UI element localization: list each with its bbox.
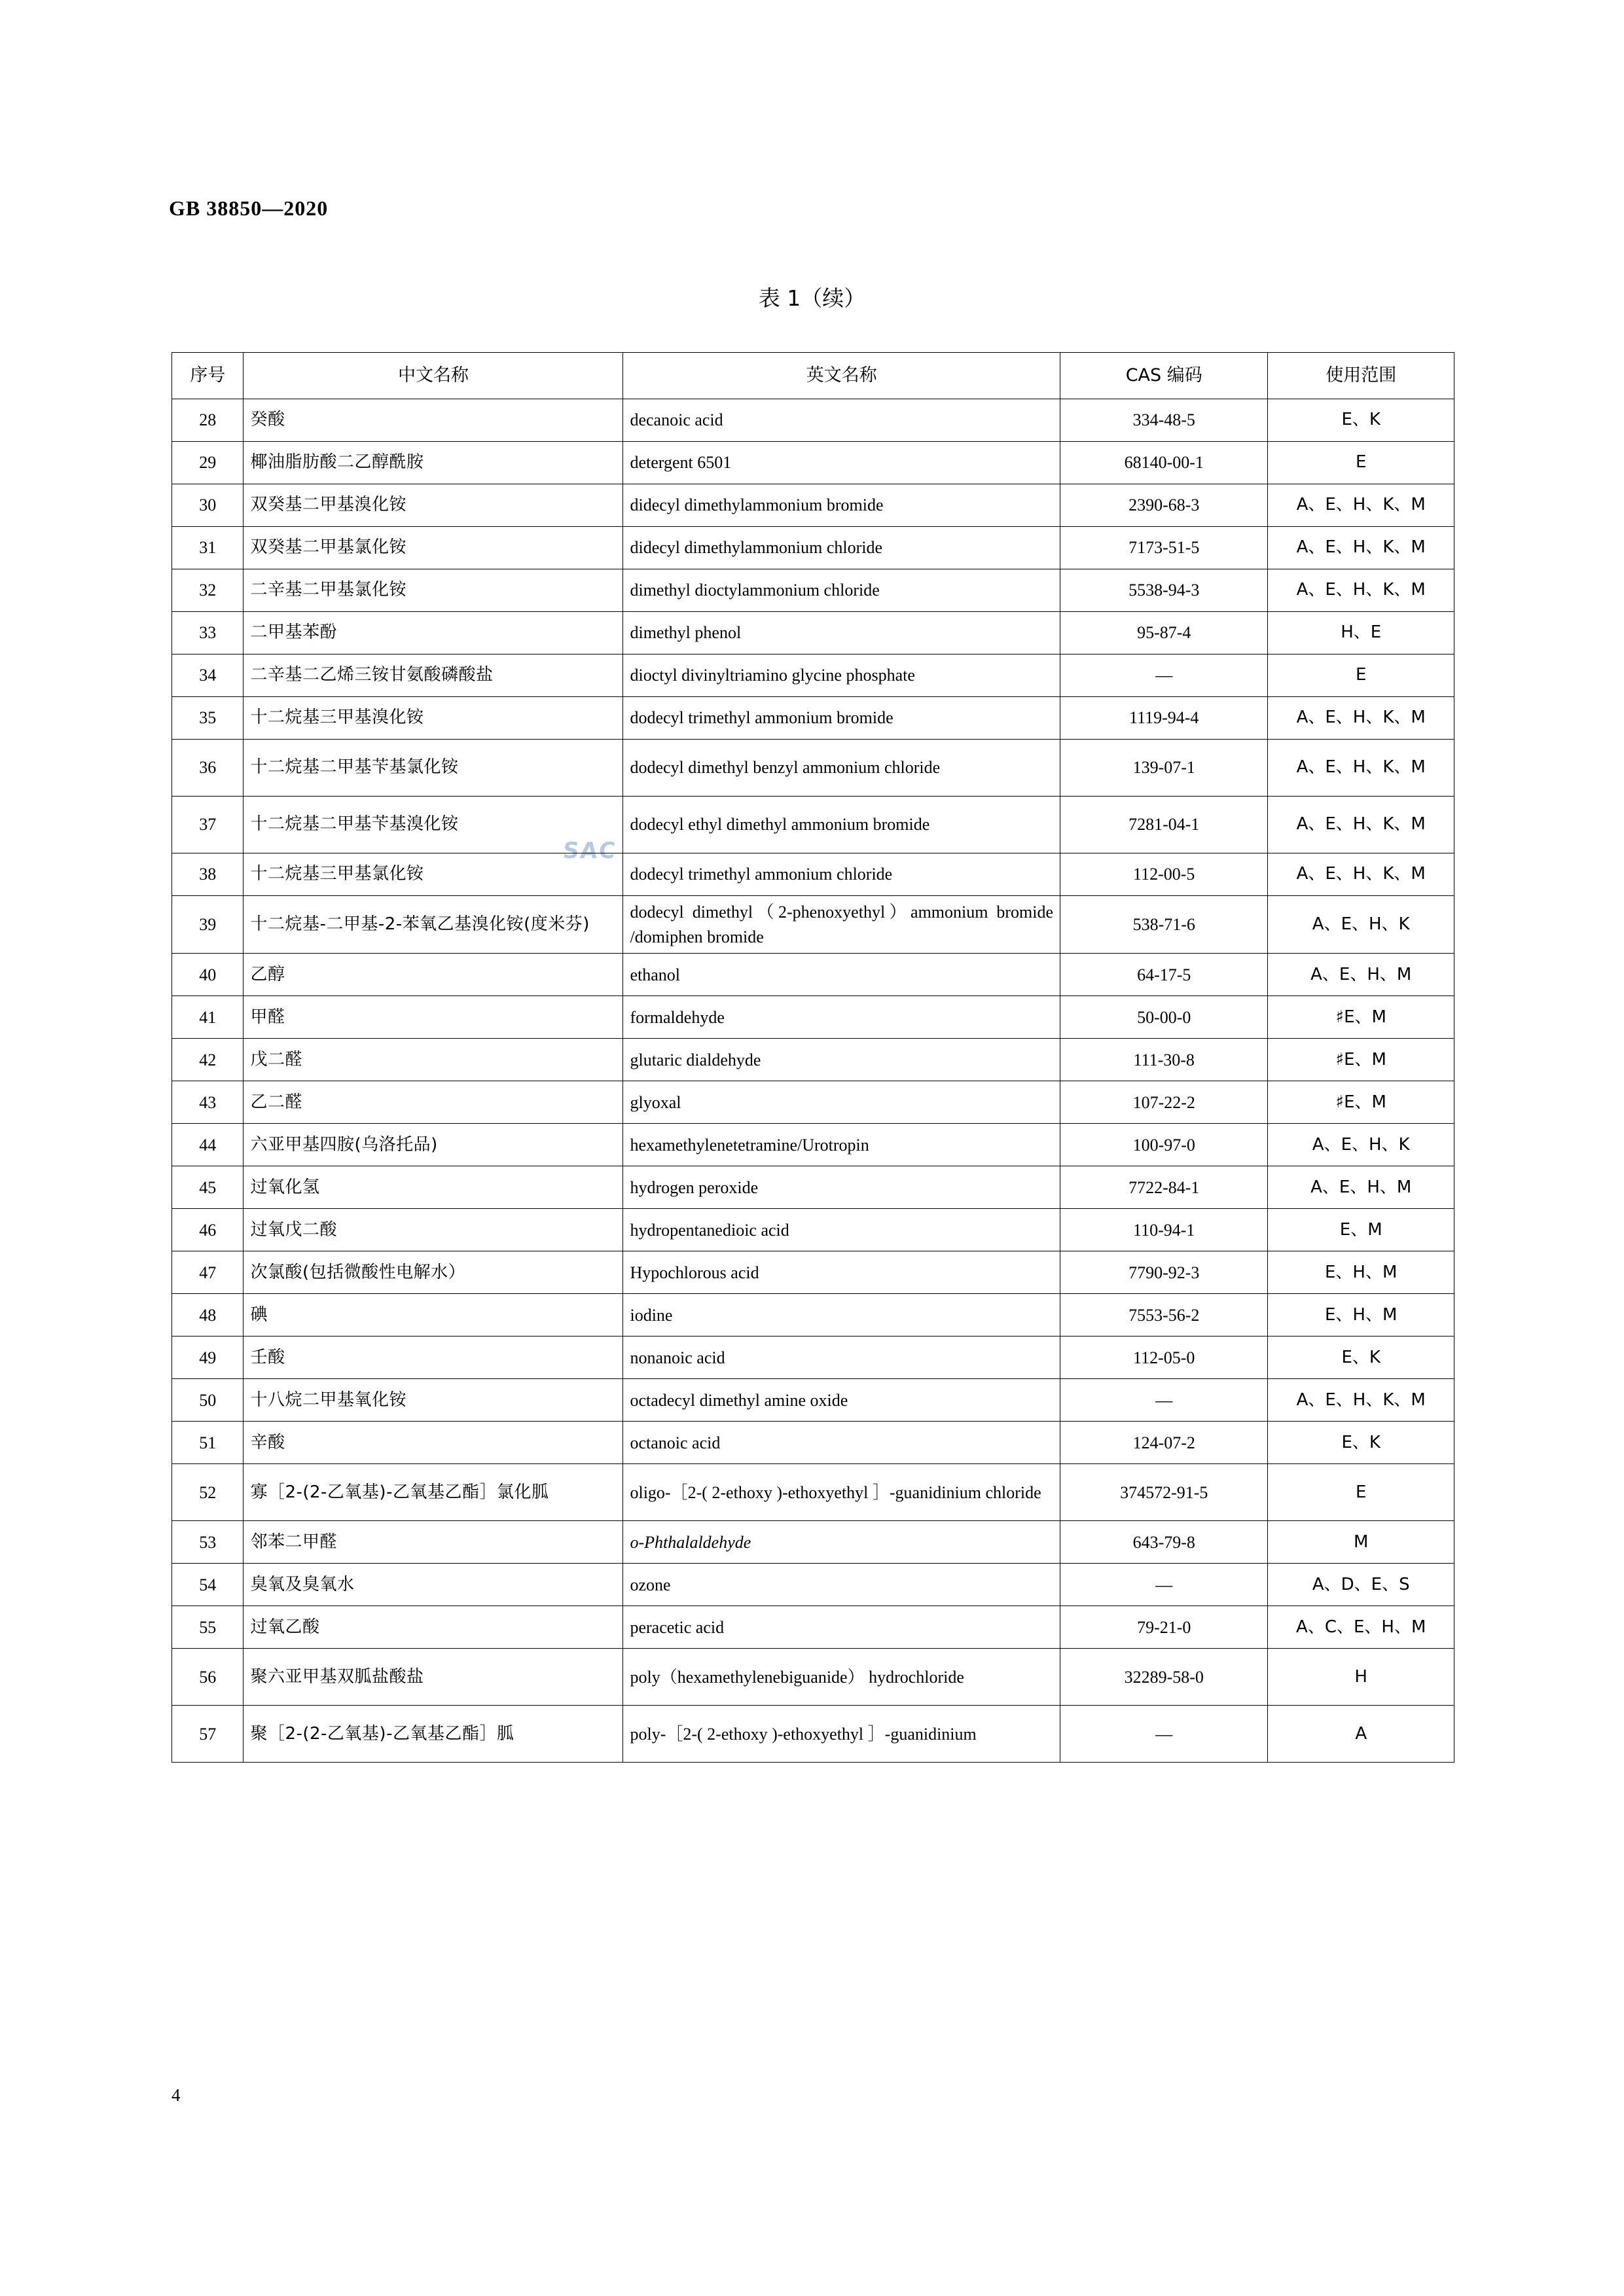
cell-usage: A、E、H、M <box>1268 1166 1454 1209</box>
table-row <box>172 697 1454 740</box>
cell-cas: 7281-04-1 <box>1060 797 1268 853</box>
cell-usage: A、E、H、K <box>1268 896 1454 954</box>
cell-en-name: formaldehyde <box>623 996 1060 1039</box>
cell-usage: A、D、E、S <box>1268 1564 1454 1606</box>
cell-en-name: dodecyl ethyl dimethyl ammonium bromide <box>623 797 1060 853</box>
cell-usage: A、E、H、K、M <box>1268 853 1454 896</box>
cell-cn-name: 双癸基二甲基氯化铵 <box>244 527 623 569</box>
table-row <box>172 569 1454 612</box>
cell-cas: 124-07-2 <box>1060 1422 1268 1464</box>
cell-no: 35 <box>172 697 244 740</box>
cell-no: 40 <box>172 954 244 996</box>
cell-cas: 538-71-6 <box>1060 896 1268 954</box>
cell-no: 46 <box>172 1209 244 1251</box>
cell-cn-name: 十二烷基三甲基溴化铵 <box>244 697 623 740</box>
disinfectant-table <box>171 352 1454 1763</box>
cell-no: 51 <box>172 1422 244 1464</box>
cell-no: 45 <box>172 1166 244 1209</box>
table-header-row <box>172 353 1454 399</box>
table-row <box>172 442 1454 484</box>
cell-cas: 95-87-4 <box>1060 612 1268 655</box>
cell-cn-name: 戊二醛 <box>244 1039 623 1081</box>
cell-en-name: dioctyl divinyltriamino glycine phosphate <box>623 655 1060 697</box>
cell-no: 29 <box>172 442 244 484</box>
cell-no: 52 <box>172 1464 244 1521</box>
cell-no: 33 <box>172 612 244 655</box>
table-row <box>172 1251 1454 1294</box>
cell-usage: E、K <box>1268 399 1454 442</box>
table-row <box>172 1166 1454 1209</box>
cell-en-name: dimethyl dioctylammonium chloride <box>623 569 1060 612</box>
cell-cn-name: 十二烷基-二甲基-2-苯氧乙基溴化铵(度米芬) <box>244 896 623 954</box>
cell-usage: A <box>1268 1706 1454 1763</box>
cell-no: 56 <box>172 1649 244 1706</box>
table-row <box>172 1081 1454 1124</box>
column-header-usage: 使用范围 <box>1268 353 1454 399</box>
cell-cas: 2390-68-3 <box>1060 484 1268 527</box>
cell-cas: 112-05-0 <box>1060 1336 1268 1379</box>
cell-cn-name: 甲醛 <box>244 996 623 1039</box>
cell-cas: 139-07-1 <box>1060 740 1268 797</box>
cell-cn-name: 辛酸 <box>244 1422 623 1464</box>
cell-usage: A、E、H、K <box>1268 1124 1454 1166</box>
cell-en-name: hydropentanedioic acid <box>623 1209 1060 1251</box>
cell-cas: 112-00-5 <box>1060 853 1268 896</box>
cell-cn-name: 双癸基二甲基溴化铵 <box>244 484 623 527</box>
cell-en-name: glutaric dialdehyde <box>623 1039 1060 1081</box>
cell-no: 48 <box>172 1294 244 1336</box>
table-body <box>172 399 1454 1763</box>
cell-cn-name: 聚［2-(2-乙氧基)-乙氧基乙酯］胍 <box>244 1706 623 1763</box>
cell-usage: A、E、H、M <box>1268 954 1454 996</box>
table-row <box>172 1464 1454 1521</box>
cell-no: 41 <box>172 996 244 1039</box>
table-row <box>172 399 1454 442</box>
table-row <box>172 1294 1454 1336</box>
cell-en-name: hydrogen peroxide <box>623 1166 1060 1209</box>
cell-cn-name: 过氧乙酸 <box>244 1606 623 1649</box>
cell-no: 37 <box>172 797 244 853</box>
cell-usage: E <box>1268 1464 1454 1521</box>
cell-cas: 32289-58-0 <box>1060 1649 1268 1706</box>
cell-en-name: ozone <box>623 1564 1060 1606</box>
table-row <box>172 797 1454 853</box>
table-caption: 表 1（续） <box>758 285 866 311</box>
cell-no: 30 <box>172 484 244 527</box>
cell-no: 55 <box>172 1606 244 1649</box>
cell-cas: 111-30-8 <box>1060 1039 1268 1081</box>
cell-cn-name: 寡［2-(2-乙氧基)-乙氧基乙酯］氯化胍 <box>244 1464 623 1521</box>
cell-no: 54 <box>172 1564 244 1606</box>
cell-en-name: oligo-［2-( 2-ethoxy )-ethoxyethyl ］-guanidinium chloride <box>623 1464 1060 1521</box>
column-header-no: 序号 <box>172 353 244 399</box>
table-row <box>172 1039 1454 1081</box>
cell-no: 32 <box>172 569 244 612</box>
cell-en-name: o-Phthalaldehyde <box>623 1521 1060 1564</box>
cell-cas: 79-21-0 <box>1060 1606 1268 1649</box>
cell-cas: — <box>1060 1564 1268 1606</box>
cell-en-name: poly（hexamethylenebiguanide） hydrochloride <box>623 1649 1060 1706</box>
cell-cas: 110-94-1 <box>1060 1209 1268 1251</box>
cell-en-name: didecyl dimethylammonium chloride <box>623 527 1060 569</box>
cell-cn-name: 二辛基二甲基氯化铵 <box>244 569 623 612</box>
standard-code-header: GB 38850—2020 <box>169 196 329 220</box>
cell-cn-name: 壬酸 <box>244 1336 623 1379</box>
cell-no: 31 <box>172 527 244 569</box>
cell-no: 44 <box>172 1124 244 1166</box>
cell-usage: E、H、M <box>1268 1294 1454 1336</box>
cell-no: 34 <box>172 655 244 697</box>
cell-cn-name: 聚六亚甲基双胍盐酸盐 <box>244 1649 623 1706</box>
cell-cas: 334-48-5 <box>1060 399 1268 442</box>
cell-cas: 643-79-8 <box>1060 1521 1268 1564</box>
cell-cn-name: 碘 <box>244 1294 623 1336</box>
cell-cas: 100-97-0 <box>1060 1124 1268 1166</box>
cell-cas: — <box>1060 1706 1268 1763</box>
table-row <box>172 740 1454 797</box>
cell-cn-name: 十八烷二甲基氧化铵 <box>244 1379 623 1422</box>
cell-cn-name: 邻苯二甲醛 <box>244 1521 623 1564</box>
table-row <box>172 853 1454 896</box>
watermark-sac: SAC <box>561 838 618 864</box>
cell-usage: M <box>1268 1521 1454 1564</box>
table-row <box>172 1124 1454 1166</box>
cell-cn-name: 乙二醛 <box>244 1081 623 1124</box>
column-header-cn-name: 中文名称 <box>244 353 623 399</box>
cell-cas: 1119-94-4 <box>1060 697 1268 740</box>
cell-no: 42 <box>172 1039 244 1081</box>
cell-no: 49 <box>172 1336 244 1379</box>
cell-cn-name: 乙醇 <box>244 954 623 996</box>
cell-en-name: iodine <box>623 1294 1060 1336</box>
table-row <box>172 484 1454 527</box>
cell-usage: A、E、H、K、M <box>1268 797 1454 853</box>
cell-cn-name: 十二烷基二甲基苄基氯化铵 <box>244 740 623 797</box>
cell-cn-name: 过氧戊二酸 <box>244 1209 623 1251</box>
table-row <box>172 954 1454 996</box>
table-row <box>172 655 1454 697</box>
table-row <box>172 1606 1454 1649</box>
table-row <box>172 1209 1454 1251</box>
cell-usage: A、E、H、K、M <box>1268 1379 1454 1422</box>
cell-usage: E <box>1268 442 1454 484</box>
cell-cn-name: 十二烷基三甲基氯化铵 <box>244 853 623 896</box>
cell-en-name: ethanol <box>623 954 1060 996</box>
cell-en-name: octadecyl dimethyl amine oxide <box>623 1379 1060 1422</box>
cell-en-name: dodecyl dimethyl benzyl ammonium chloride <box>623 740 1060 797</box>
cell-no: 57 <box>172 1706 244 1763</box>
cell-cn-name: 椰油脂肪酸二乙醇酰胺 <box>244 442 623 484</box>
cell-usage: ♯E、M <box>1268 1039 1454 1081</box>
cell-cas: 5538-94-3 <box>1060 569 1268 612</box>
cell-usage: A、E、H、K、M <box>1268 697 1454 740</box>
cell-cn-name: 十二烷基二甲基苄基溴化铵 <box>244 797 623 853</box>
cell-usage: E、K <box>1268 1422 1454 1464</box>
table-row <box>172 1336 1454 1379</box>
cell-en-name: didecyl dimethylammonium bromide <box>623 484 1060 527</box>
cell-en-name: dodecyl trimethyl ammonium chloride <box>623 853 1060 896</box>
table-row <box>172 527 1454 569</box>
table-row <box>172 1422 1454 1464</box>
cell-no: 47 <box>172 1251 244 1294</box>
cell-usage: A、E、H、K、M <box>1268 527 1454 569</box>
cell-en-name: Hypochlorous acid <box>623 1251 1060 1294</box>
table-row <box>172 996 1454 1039</box>
cell-cn-name: 二甲基苯酚 <box>244 612 623 655</box>
cell-usage: A、E、H、K、M <box>1268 740 1454 797</box>
cell-cn-name: 六亚甲基四胺(乌洛托品) <box>244 1124 623 1166</box>
cell-usage: H <box>1268 1649 1454 1706</box>
cell-cas: 374572-91-5 <box>1060 1464 1268 1521</box>
cell-en-name: peracetic acid <box>623 1606 1060 1649</box>
cell-no: 50 <box>172 1379 244 1422</box>
cell-usage: E、K <box>1268 1336 1454 1379</box>
cell-usage: A、C、E、H、M <box>1268 1606 1454 1649</box>
cell-no: 53 <box>172 1521 244 1564</box>
cell-en-name: octanoic acid <box>623 1422 1060 1464</box>
page-number: 4 <box>171 2085 181 2105</box>
cell-cn-name: 癸酸 <box>244 399 623 442</box>
cell-no: 39 <box>172 896 244 954</box>
cell-cas: 7790-92-3 <box>1060 1251 1268 1294</box>
cell-usage: E、M <box>1268 1209 1454 1251</box>
cell-en-name: dodecyl dimethyl（2-phenoxyethyl）ammonium bromide /domiphen bromide <box>623 896 1060 954</box>
cell-en-name: glyoxal <box>623 1081 1060 1124</box>
cell-cas: 68140-00-1 <box>1060 442 1268 484</box>
cell-en-name: nonanoic acid <box>623 1336 1060 1379</box>
cell-cn-name: 次氯酸(包括微酸性电解水） <box>244 1251 623 1294</box>
cell-usage: A、E、H、K、M <box>1268 569 1454 612</box>
cell-cas: — <box>1060 1379 1268 1422</box>
column-header-en-name: 英文名称 <box>623 353 1060 399</box>
cell-no: 28 <box>172 399 244 442</box>
cell-en-name: decanoic acid <box>623 399 1060 442</box>
cell-no: 38 <box>172 853 244 896</box>
cell-en-name: hexamethylenetetramine/Urotropin <box>623 1124 1060 1166</box>
cell-cas: 7173-51-5 <box>1060 527 1268 569</box>
cell-en-name: poly-［2-( 2-ethoxy )-ethoxyethyl ］-guanidinium <box>623 1706 1060 1763</box>
cell-en-name: detergent 6501 <box>623 442 1060 484</box>
cell-usage: ♯E、M <box>1268 1081 1454 1124</box>
cell-cn-name: 过氧化氢 <box>244 1166 623 1209</box>
table-row <box>172 1379 1454 1422</box>
table-row <box>172 612 1454 655</box>
table-row <box>172 896 1454 954</box>
cell-cn-name: 臭氧及臭氧水 <box>244 1564 623 1606</box>
cell-cas: 7722-84-1 <box>1060 1166 1268 1209</box>
cell-cas: 64-17-5 <box>1060 954 1268 996</box>
cell-usage: ♯E、M <box>1268 996 1454 1039</box>
cell-en-name: dodecyl trimethyl ammonium bromide <box>623 697 1060 740</box>
cell-usage: H、E <box>1268 612 1454 655</box>
cell-usage: E、H、M <box>1268 1251 1454 1294</box>
column-header-cas: CAS 编码 <box>1060 353 1268 399</box>
table-row <box>172 1649 1454 1706</box>
cell-cas: 107-22-2 <box>1060 1081 1268 1124</box>
cell-cn-name: 二辛基二乙烯三铵甘氨酸磷酸盐 <box>244 655 623 697</box>
table-row <box>172 1521 1454 1564</box>
cell-no: 43 <box>172 1081 244 1124</box>
cell-no: 36 <box>172 740 244 797</box>
cell-usage: E <box>1268 655 1454 697</box>
cell-cas: — <box>1060 655 1268 697</box>
table-row <box>172 1706 1454 1763</box>
table-row <box>172 1564 1454 1606</box>
cell-usage: A、E、H、K、M <box>1268 484 1454 527</box>
cell-cas: 7553-56-2 <box>1060 1294 1268 1336</box>
cell-en-name: dimethyl phenol <box>623 612 1060 655</box>
cell-cas: 50-00-0 <box>1060 996 1268 1039</box>
